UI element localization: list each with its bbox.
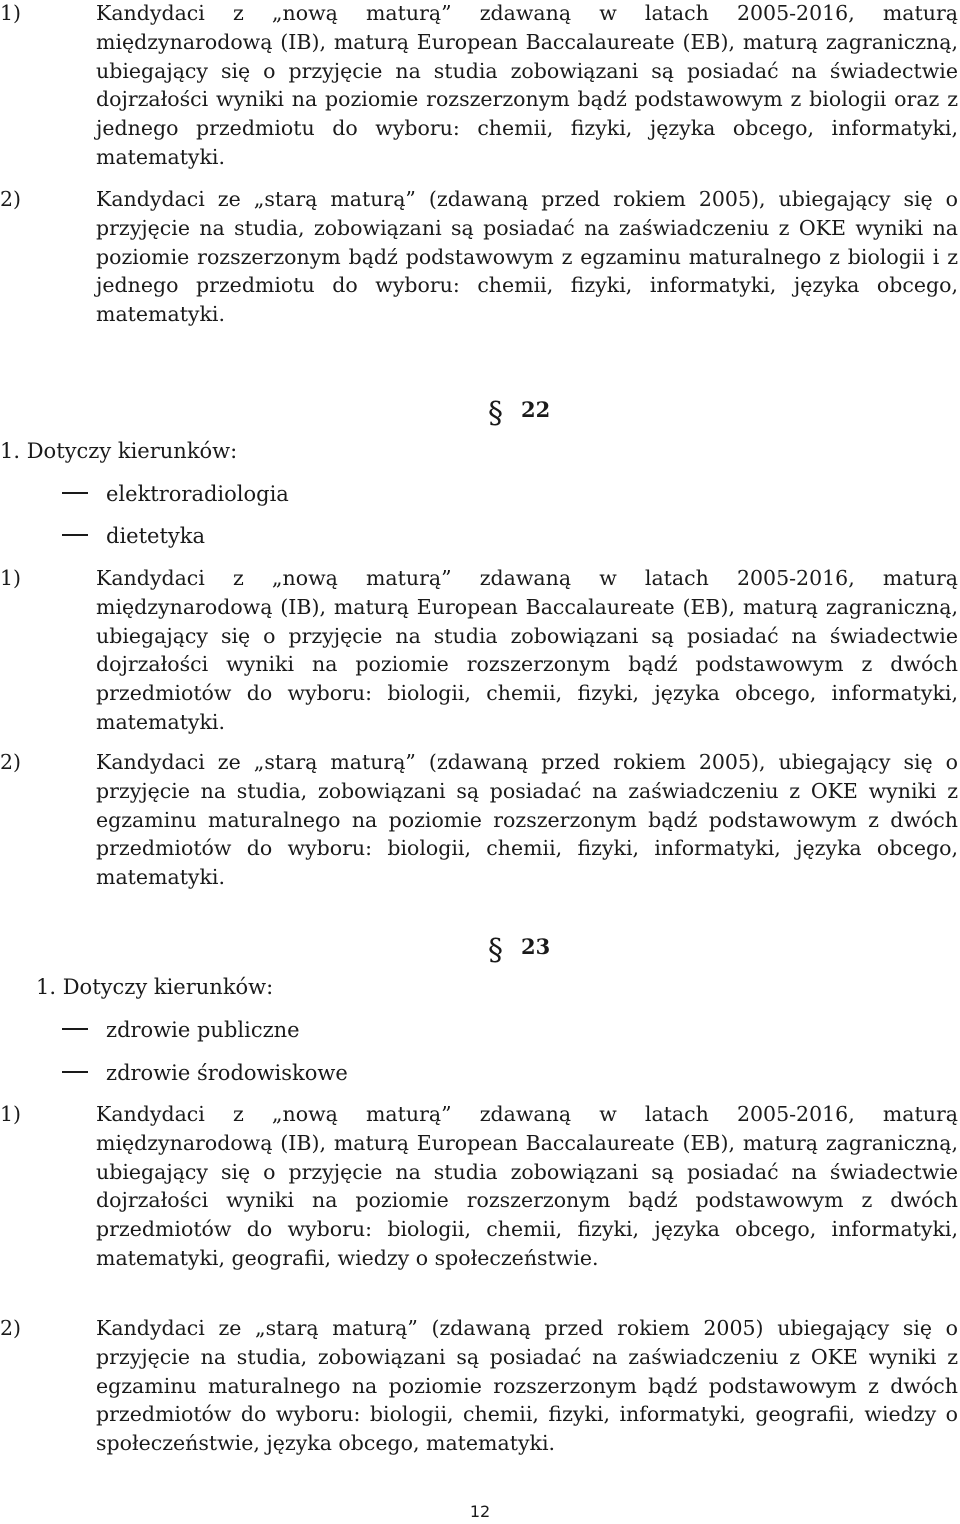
item-text: Kandydaci z „nową maturą” zdawaną w latach 2005-2016, maturą międzynarodową (IB), maturą European Baccalaureate (EB), maturą zagraniczną, ubiegający się o przyjęcie na studia zobowiązani są posiadać na świadectwie dojrzałości wyniki na poziomie rozszerzonym bądź podstawowym z biologii oraz z jednego przedmiotu do wyboru: chemii, fizyki, języka obcego, informatyki, matematyki. [96, 1, 958, 169]
section-symbol: § [488, 396, 503, 431]
direction-list-item [62, 1016, 300, 1044]
item-text: Kandydaci ze „starą maturą” (zdawaną przed rokiem 2005), ubiegający się o przyjęcie na studia, zobowiązani są posiadać na zaświadczeniu z OKE wyniki z egzaminu maturalnego na poziomie rozszerzonym bądź podstawowym z dwóch przedmiotów do wyboru: biologii, chemii, fizyki, informatyki, języka obcego, matematyki. [96, 750, 958, 890]
direction-name: elektroradiologia [106, 482, 289, 506]
item-text: Kandydaci z „nową maturą” zdawaną w latach 2005-2016, maturą międzynarodową (IB), maturą European Baccalaureate (EB), maturą zagraniczną, ubiegający się o przyjęcie na studia zobowiązani są posiadać na świadectwie dojrzałości wyniki na poziomie rozszerzonym bądź podstawowym z dwóch przedmiotów do wyboru: biologii, chemii, fizyki, języka obcego, informatyki, matematyki, geografii, wiedzy o społeczeństwie. [96, 1102, 958, 1270]
direction-name: zdrowie publiczne [106, 1018, 300, 1042]
direction-list-item [62, 522, 205, 550]
requirement-item-old-matura [0, 1314, 958, 1458]
requirement-item-new-matura [0, 1100, 958, 1273]
item-text: Kandydaci ze „starą maturą” (zdawaną przed rokiem 2005) ubiegający się o przyjęcie na studia, zobowiązani są posiadać na zaświadczeniu z OKE wyniki z egzaminu maturalnego na poziomie rozszerzonym bądź podstawowym z dwóch przedmiotów do wyboru: biologii, chemii, fizyki, informatyki, geografii, wiedzy o społeczeństwie, języka obcego, matematyki. [96, 1316, 958, 1456]
section-number: 23 [521, 934, 551, 959]
section-heading-22 [488, 396, 551, 431]
dash-bullet [62, 1071, 88, 1073]
item-text: Kandydaci ze „starą maturą” (zdawaną przed rokiem 2005), ubiegający się o przyjęcie na studia, zobowiązani są posiadać na zaświadczeniu z OKE wyniki na poziomie rozszerzonym bądź podstawowym z egzaminu maturalnego z biologii i z jednego przedmiotu do wyboru: chemii, fizyki, informatyki, języka obcego, matematyki. [96, 187, 958, 327]
dash-bullet [62, 1028, 88, 1030]
direction-list-item [62, 1059, 348, 1087]
directions-label: 1. Dotyczy kierunków: [0, 439, 238, 463]
requirement-item-new-matura [0, 0, 958, 172]
item-number: 1) [0, 1102, 22, 1126]
direction-list-item [62, 480, 289, 508]
requirement-item-old-matura [0, 185, 958, 329]
item-number: 1) [0, 1, 22, 25]
item-number: 2) [0, 1316, 22, 1340]
requirement-item-old-matura [0, 748, 958, 892]
direction-name: zdrowie środowiskowe [106, 1061, 348, 1085]
section-symbol: § [488, 933, 503, 968]
item-number: 1) [0, 566, 22, 590]
direction-name: dietetyka [106, 524, 206, 548]
item-number: 2) [0, 750, 22, 774]
dash-bullet [62, 534, 88, 536]
directions-label: 1. Dotyczy kierunków: [36, 975, 274, 999]
section-heading-23 [488, 933, 551, 968]
item-text: Kandydaci z „nową maturą” zdawaną w latach 2005-2016, maturą międzynarodową (IB), maturą European Baccalaureate (EB), maturą zagraniczną, ubiegający się o przyjęcie na studia zobowiązani są posiadać na świadectwie dojrzałości wyniki na poziomie rozszerzonym bądź podstawowym z dwóch przedmiotów do wyboru: biologii, chemii, fizyki, języka obcego, informatyki, matematyki. [96, 566, 958, 734]
section-number: 22 [521, 397, 551, 422]
item-number: 2) [0, 187, 22, 211]
dash-bullet [62, 492, 88, 494]
requirement-item-new-matura [0, 564, 958, 737]
page-number: 12 [469, 1502, 491, 1521]
